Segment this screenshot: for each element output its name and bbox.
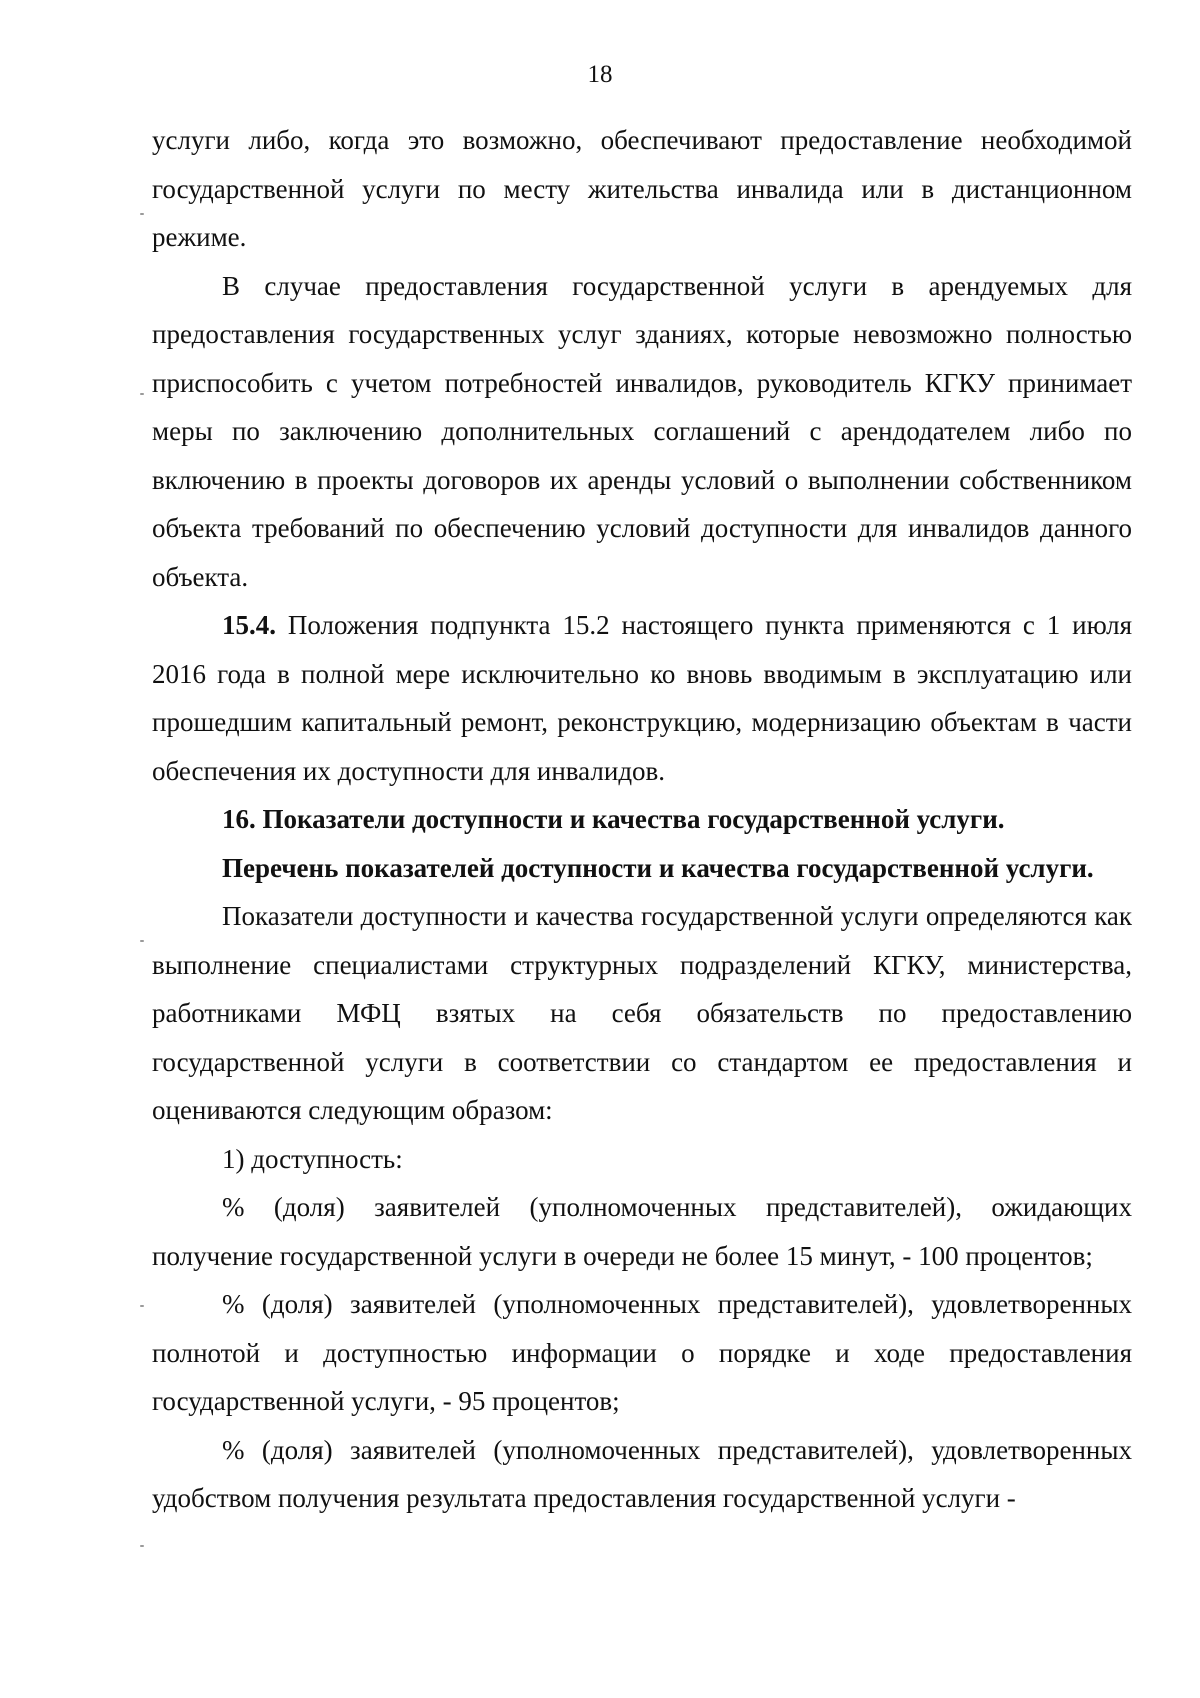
list-item-accessibility: 1) доступность: [222, 1143, 403, 1174]
page-number: 18 [587, 61, 613, 88]
clause-number: 15.4. [222, 610, 276, 640]
paragraph-waiting-share: % (доля) заявителей (уполномоченных представителей), ожидающих получение государственной услуги в очереди не более 15 минут, - 100 процентов; [152, 1192, 1132, 1271]
scan-mark [140, 1545, 144, 1547]
paragraph-indicators: Показатели доступности и качества государственной услуги определяются как выполнение специалистами структурных подразделений КГКУ, министерства, работниками МФЦ взятых на себя обязательств по предоставлению государственной услуги в соответствии со стандартом ее предоставления и оцениваются следующим образом: [152, 901, 1132, 1125]
paragraph-convenience-share: % (доля) заявителей (уполномоченных представителей), удовлетворенных удобством получения результата предоставления государственной услуги - [152, 1434, 1132, 1513]
scan-mark [140, 213, 144, 215]
scan-mark [140, 1305, 144, 1307]
document-body [152, 116, 1132, 1523]
scan-mark [140, 393, 144, 395]
subsection-heading: Перечень показателей доступности и качества государственной услуги. [222, 852, 1094, 883]
paragraph-continuation: услуги либо, когда это возможно, обеспечивают предоставление необходимой государственной услуги по месту жительства инвалида или в дистанционном режиме. [152, 125, 1132, 252]
clause-text: Положения подпункта 15.2 настоящего пункта применяются с 1 июля 2016 года в полной мере исключительно ко вновь вводимым в эксплуатацию или прошедшим капитальный ремонт, реконструкцию, модернизацию объектам в части обеспечения их доступности для инвалидов. [152, 610, 1132, 786]
paragraph-rented-buildings: В случае предоставления государственной услуги в арендуемых для предоставления государственных услуг зданиях, которые невозможно полностью приспособить с учетом потребностей инвалидов, руководитель КГКУ принимает меры по заключению дополнительных соглашений с арендодателем либо по включению в проекты договоров их аренды условий о выполнении собственником объекта требований по обеспечению условий доступности для инвалидов данного объекта. [152, 270, 1132, 592]
scan-mark [140, 940, 144, 942]
paragraph-15-4 [152, 601, 1132, 795]
section-heading-16: 16. Показатели доступности и качества государственной услуги. [222, 804, 1005, 834]
paragraph-information-share: % (доля) заявителей (уполномоченных представителей), удовлетворенных полнотой и доступностью информации о порядке и ходе предоставления государственной услуги, - 95 процентов; [152, 1289, 1132, 1416]
